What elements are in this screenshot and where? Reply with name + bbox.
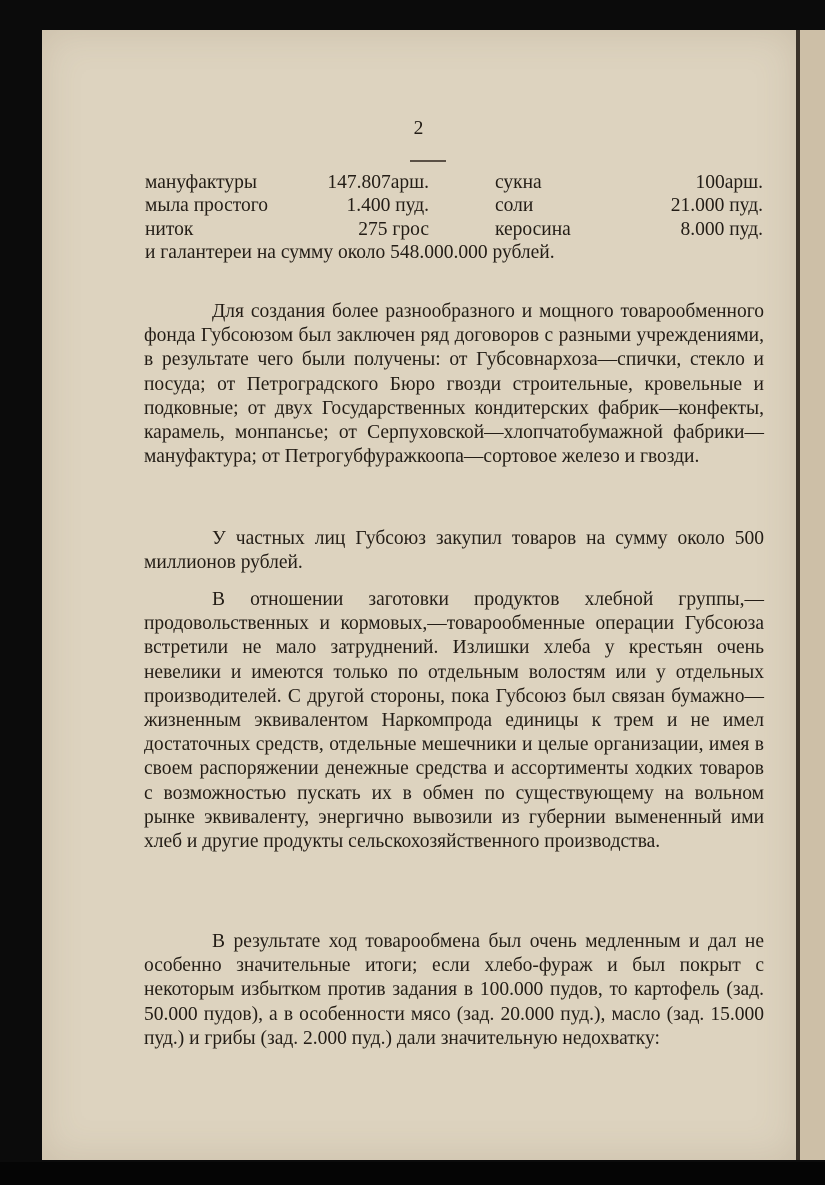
item-quantity: 21.000 пуд. [670, 195, 763, 217]
table-row [145, 219, 765, 242]
table-final-line: и галантереи на сумму около 548.000.000 рублей. [145, 241, 555, 263]
item-name: мыла простого [145, 195, 269, 217]
next-page-edge [800, 30, 825, 1160]
item-name: керосина [495, 218, 571, 240]
document-page [42, 30, 796, 1160]
item-quantity: 147.807арш. [327, 172, 429, 193]
page-number: 2 [413, 118, 425, 139]
goods-table [145, 172, 765, 265]
table-row [145, 195, 765, 218]
paragraph: У частных лиц Губсоюз закупил товаров на сумму около 500 миллионов рублей. [144, 528, 764, 574]
item-quantity: 100арш. [695, 172, 763, 193]
page-number-rule [410, 160, 446, 162]
item-quantity: 8.000 пуд. [680, 218, 763, 240]
paragraph: В результате ход товарообмена был очень медленным и дал не особенно значительные итоги; если хлебо-фураж и был покрыт с некоторым избытком против задания в 100.000 пудов, то картофель (зад. 50.000 пудов), а в особенности мясо (зад. 20.000 пуд.), масло (зад. 15.000 пуд.) и грибы (зад. 2.000 пуд.) дали значительную недохватку: [144, 931, 764, 1049]
paragraph: В отношении заготовки продуктов хлебной группы,—продовольственных и кормовых,—товарообменные операции Губсоюза встретили не мало затруднений. Излишки хлеба у крестьян очень невелики и имеются только по отдельным волостям или у отдельных производителей. С другой стороны, пока Губсоюз был связан бумажно—жизненным эквивалентом Наркомпрода единицы к трем и не имел достаточных средств, отдельные мешечники и целые организации, имея в своем распоряжении денежные средства и ассортименты ходких товаров с возможностью пускать их в обмен по существующему на вольном рынке эквиваленту, энергично вывозили из губернии вымененный ими хлеб и другие продукты сельскохозяйственного производства. [144, 589, 764, 853]
item-quantity: 1.400 пуд. [346, 195, 429, 217]
item-name: мануфактуры [145, 172, 257, 193]
item-name: соли [495, 195, 534, 217]
item-name: ниток [145, 218, 194, 240]
table-row [145, 172, 765, 195]
item-name: сукна [495, 172, 542, 193]
scan-border [0, 1162, 825, 1185]
item-quantity: 275 грос [358, 218, 429, 240]
paragraph: Для создания более разнообразного и мощного товарообменного фонда Губсоюзом был заключен ряд договоров с разными учреждениями, в результате чего были получены: от Губсовнархоза—спички, стекло и посуда; от Петроградского Бюро гвозди строительные, кровельные и подковные; от двух Государственных кондитерских фабрик—конфекты, карамель, монпансье; от Серпуховской—хлопчатобумажной фабрики—мануфактура; от Петрогубфуражкоопа—сортовое железо и гвозди. [144, 301, 764, 468]
page-fold [796, 30, 800, 1160]
